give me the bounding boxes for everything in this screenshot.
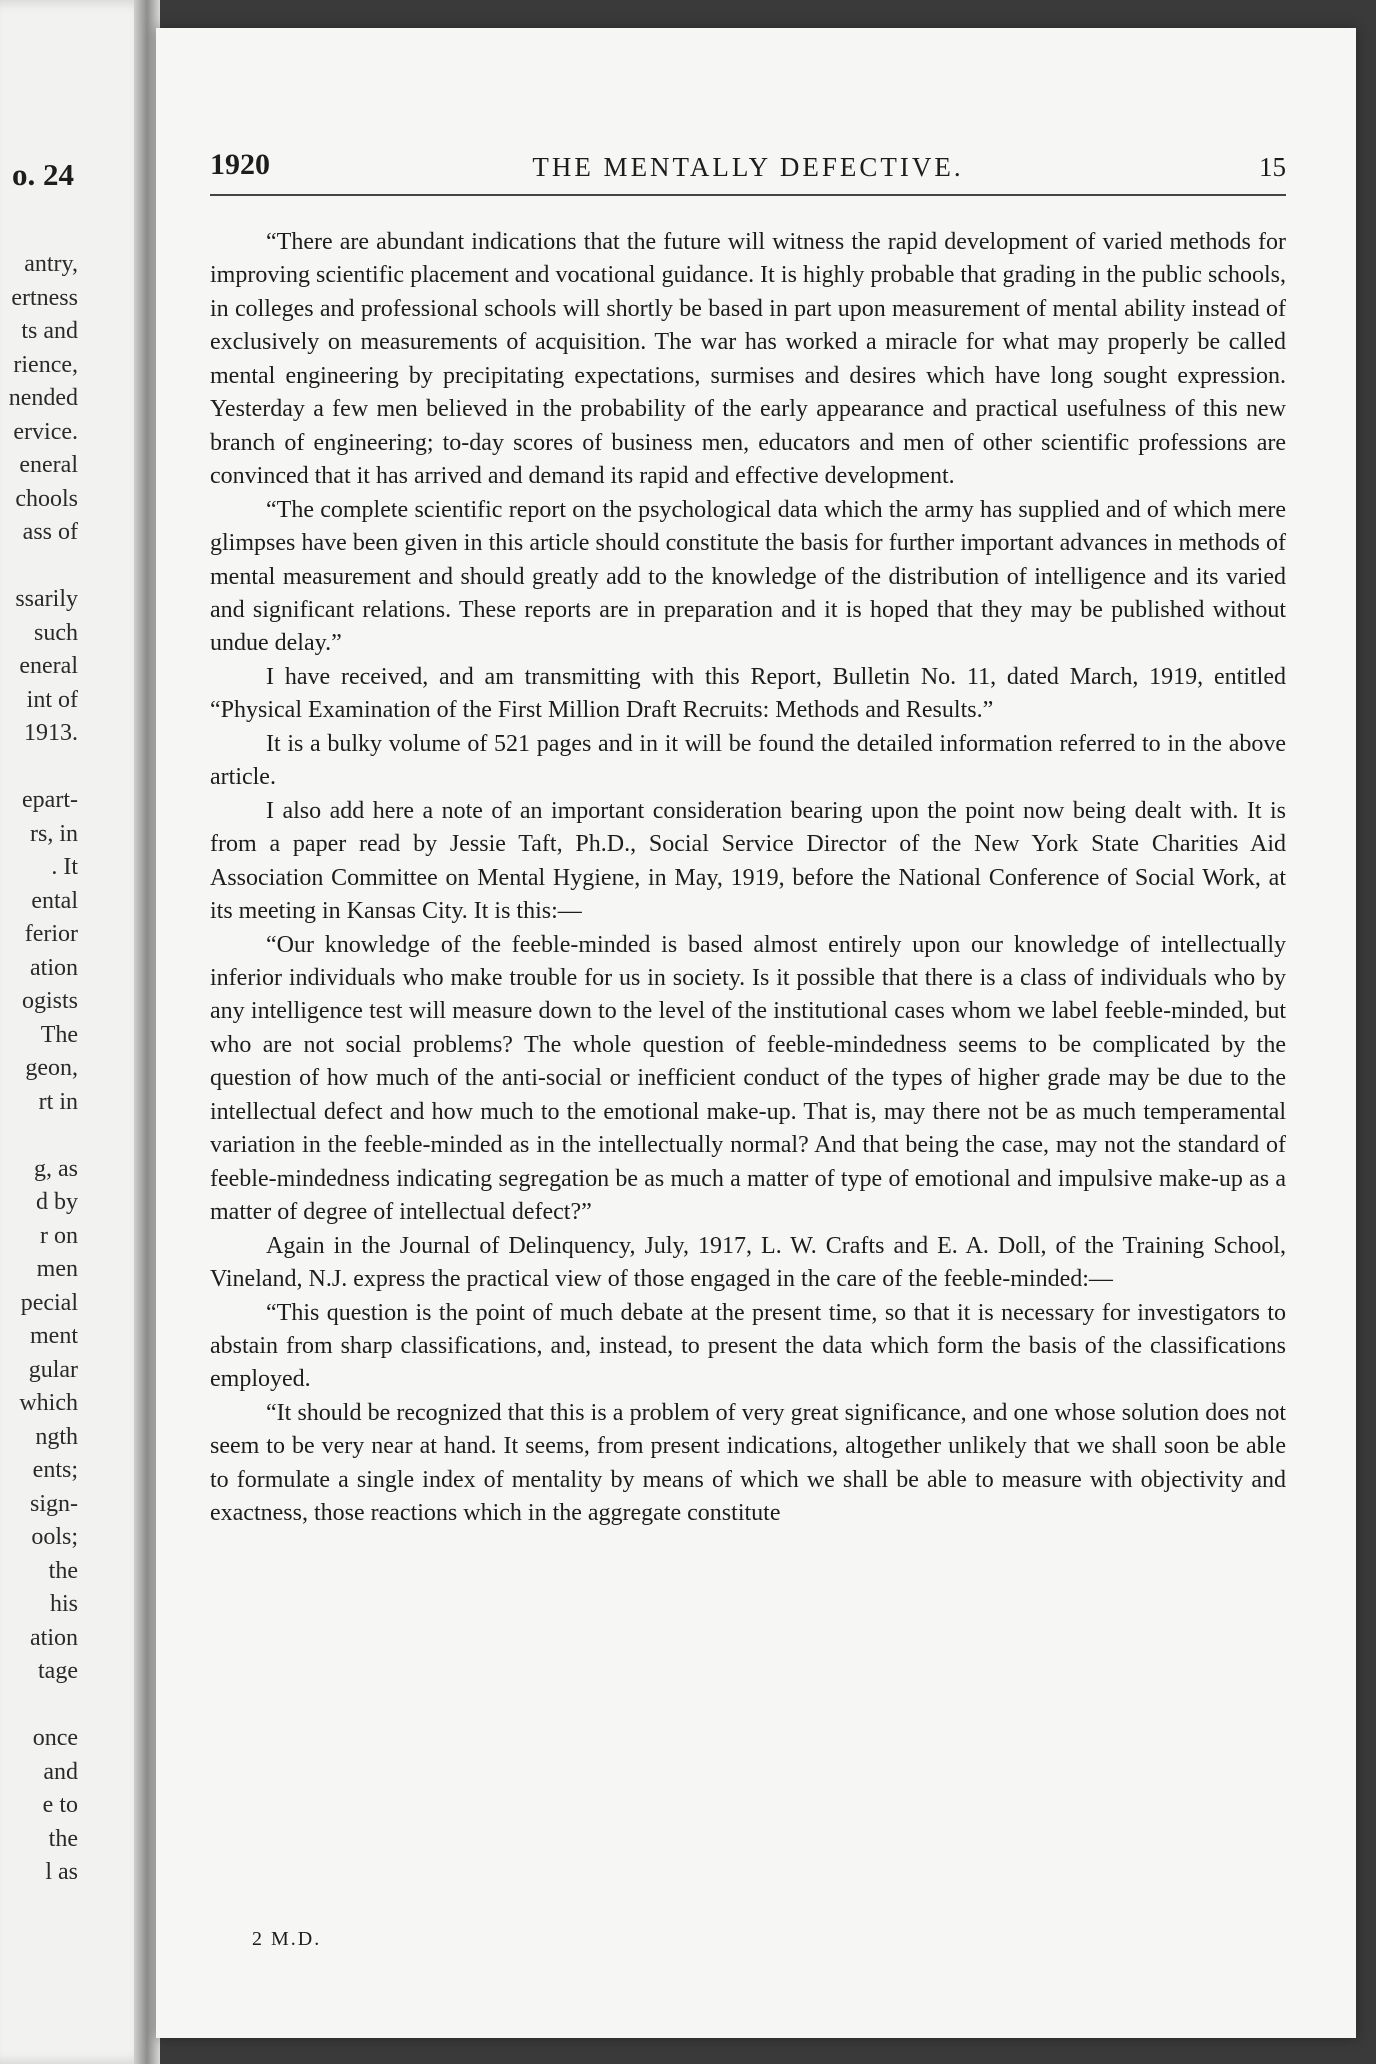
paragraph: “Our knowledge of the feeble-minded is based almost entirely upon our knowledge of intellectually inferior individuals who make trouble for us in society. Is it possible that there is a class of individuals who by any intelligence test will measure down to the level of the institutional cases whom we label feeble-minded, but who are not social problems? The whole question of feeble-mindedness seems to be complicated by the question of how much of the anti-social or inefficient conduct of the types of higher grade may be due to the intellectual defect and how much to the emotional make-up. That is, may there not be as much temperamental variation in the feeble-minded as in the intellectually normal? And that being the case, may not the standard of feeble-mindedness indicating segregation be as much a matter of type of emotional and impulsive make-up as a matter of degree of intellectual defect?”	[210, 931, 1286, 1226]
facing-page-margin-text: antry, ertness ts and rience, nended ervice. eneral chools ass of ssarily such eneral int of 1913. epart- rs, in . It ental ferior ation ogists The geon, rt in g, as d by r on men pecial ment gular which ngth ents; sign- ools; the his ation tage once and e to the l as	[8, 251, 78, 1885]
page-number: 15	[1259, 152, 1286, 182]
paragraph: “This question is the point of much debate at the present time, so that it is necessary for investigators to abstain from sharp classifications, and, instead, to present the data which form the basis of the classifications employed.	[210, 1299, 1286, 1393]
paragraph: “The complete scientific report on the psychological data which the army has supplied and of which mere glimpses have been given in this article should constitute the basis for further important advances in methods of mental measurement and should greatly add to the knowledge of the distribution of intelligence and its varied and significant relations. These reports are in preparation and it is hoped that they may be published without undue delay.”	[210, 496, 1286, 657]
signature-mark: 2 M.D.	[252, 1928, 322, 1950]
body-text	[210, 226, 1286, 1531]
paragraph: “It should be recognized that this is a problem of very great significance, and one whose solution does not seem to be very near at hand. It seems, from present indications, altogether unlikely that we shall soon be able to formulate a single index of mentality by means of which we shall be able to measure with objectivity and exactness, those reactions which in the aggregate constitute	[210, 1399, 1286, 1527]
paragraph: Again in the Journal of Delinquency, July, 1917, L. W. Crafts and E. A. Doll, of the Training School, Vineland, N.J. express the practical view of those engaged in the care of the feeble-minded:—	[210, 1232, 1286, 1293]
facing-page	[0, 0, 152, 2064]
paragraph: I also add here a note of an important consideration bearing upon the point now being dealt with. It is from a paper read by Jessie Taft, Ph.D., Social Service Director of the New York State Charities Aid Association Committee on Mental Hygiene, in May, 1919, before the National Conference of Social Work, at its meeting in Kansas City. It is this:—	[210, 797, 1286, 925]
facing-page-header: o. 24	[12, 157, 74, 192]
header-title: THE MENTALLY DEFECTIVE.	[532, 152, 964, 182]
header-year: 1920	[210, 148, 270, 181]
page	[156, 28, 1356, 2038]
paragraph: It is a bulky volume of 521 pages and in it will be found the detailed information referred to in the above article.	[210, 730, 1286, 791]
paragraph: I have received, and am transmitting with this Report, Bulletin No. 11, dated March, 1919, entitled “Physical Examination of the First Million Draft Recruits: Methods and Results.”	[210, 663, 1286, 724]
paragraph: “There are abundant indications that the future will witness the rapid development of varied methods for improving scientific placement and vocational guidance. It is highly probable that grading in the public schools, in colleges and professional schools will shortly be based in part upon measurement of mental ability instead of exclusively on measurements of acquisition. The war has worked a miracle for what may properly be called mental engineering by precipitating expectations, surmises and desires which have long sought expression. Yesterday a few men believed in the probability of the early appearance and practical usefulness of this new branch of engineering; to-day scores of business men, educators and men of other scientific professions are convinced that it has arrived and demand its rapid and effective development.	[210, 229, 1286, 490]
running-head	[210, 148, 1286, 196]
